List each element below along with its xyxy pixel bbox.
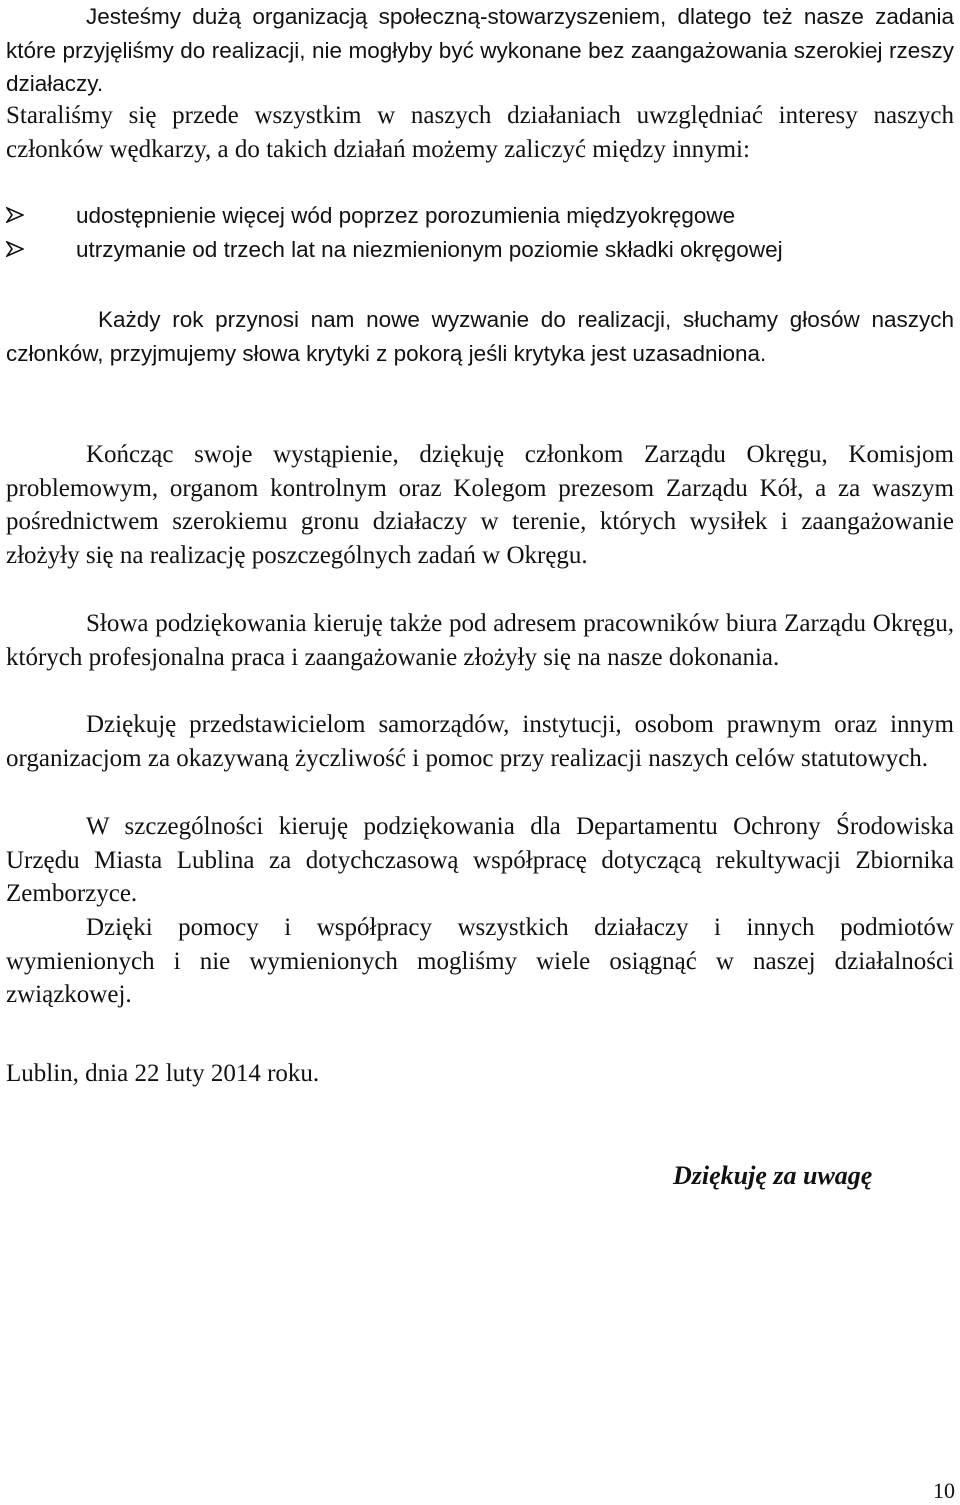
list-item: [6, 233, 954, 267]
list-item-text: udostępnienie więcej wód poprzez porozumienia międzyokręgowe: [76, 203, 736, 228]
paragraph-thanks-department: W szczególności kieruję podziękowania dla Departamentu Ochrony Środowiska Urzędu Miasta Lublina za dotychczasową współpracę dotyczącą rekultywacji Zbiornika Zemborzyce.: [6, 813, 954, 907]
list-item: [6, 199, 954, 233]
page-number: 10: [933, 1478, 955, 1503]
list-item-text: utrzymanie od trzech lat na niezmienionym poziomie składki okręgowej: [76, 237, 783, 262]
arrowhead-bullet-icon: [6, 241, 24, 257]
paragraph-organization: Jesteśmy dużą organizacją społeczną-stowarzyszeniem, dlatego też nasze zadania które przyjęliśmy do realizacji, nie mogłyby być wykonane bez zaangażowania szerokiej rzeszy działaczy.: [6, 4, 954, 96]
paragraph-activities-intro: Staraliśmy się przede wszystkim w naszych działaniach uwzględniać interesy naszych członków wędkarzy, a do takich działań możemy zaliczyć między innymi:: [6, 102, 954, 163]
closing-remark: Dziękuję za uwagę: [673, 1161, 873, 1190]
paragraph-thanks-staff: Słowa podziękowania kieruję także pod adresem pracowników biura Zarządu Okręgu, których profesjonalna praca i zaangażowanie złożyły się na nasze dokonania.: [6, 610, 954, 671]
paragraph-thanks-board: Kończąc swoje wystąpienie, dziękuję członkom Zarządu Okręgu, Komisjom problemowym, organom kontrolnym oraz Kolegom prezesom Zarządu Kół, a za waszym pośrednictwem szerokiemu gronu działaczy w terenie, których wysiłek i zaangażowanie złożyły się na realizację poszczególnych zadań w Okręgu.: [6, 441, 954, 569]
place-date-line: Lublin, dnia 22 luty 2014 roku.: [6, 1060, 320, 1087]
activities-list: [6, 199, 954, 267]
paragraph-challenges: Każdy rok przynosi nam nowe wyzwanie do realizacji, słuchamy głosów naszych członków, przyjmujemy słowa krytyki z pokorą jeśli krytyka jest uzasadniona.: [6, 307, 954, 366]
arrowhead-bullet-icon: [6, 207, 24, 223]
paragraph-thanks-all: Dzięki pomocy i współpracy wszystkich działaczy i innych podmiotów wymienionych i nie wymienionych mogliśmy wiele osiągnąć w naszej działalności związkowej.: [6, 914, 954, 1008]
paragraph-thanks-partners: Dziękuję przedstawicielom samorządów, instytucji, osobom prawnym oraz innym organizacjom za okazywaną życzliwość i pomoc przy realizacji naszych celów statutowych.: [6, 711, 954, 772]
